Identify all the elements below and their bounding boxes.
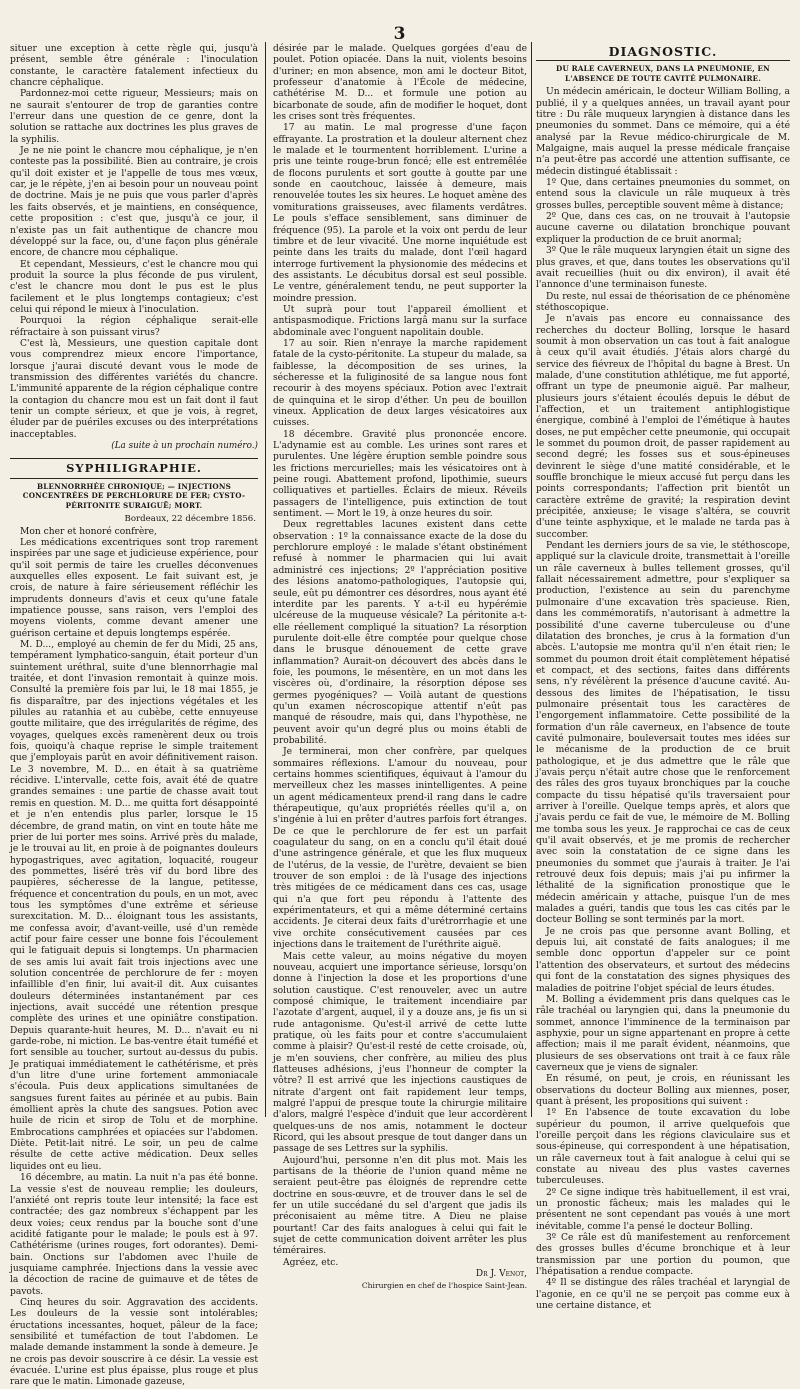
paragraph: 18 décembre. Gravité plus prononcée encore. L'adynamie est au comble. Les urines sont rares et purulentes. Une légère éruption semble poindre sous les frictions mercurielles; mais les vésicatoires ont à peine rougi. Abattement profond, lipothimie, sueurs colliquatives et partielles. Éclairs de mieux. Réveils passagers de l'intelligence, puis extinction de tout sentiment. — Mort le 19, à onze heures du soir. (273, 429, 527, 520)
author-title: Chirurgien en chef de l'hospice Saint-Jean. (361, 1281, 527, 1291)
paragraph: Pourquoi la région céphalique serait-elle réfractaire à son puissant virus? (10, 316, 258, 338)
paragraph: Je terminerai, mon cher confrère, par quelques sommaires réflexions. L'amour du nouveau, pour certains hommes scientifiques, équivaut à l'amour du merveilleux chez les masses inintelligentes. A peine un agent médicamenteux prend-il rang dans le cadre thérapeutique, qu'aux propriétés réelles qu'il a, on s'ingénie à lui en prêter d'autres parfois fort étranges. De ce que le perchlorure de fer est un parfait coagulateur du sang, on en a conclu qu'il était doué d'une astringence générale, et que les flux muqueux de l'utérus, de la vessie, de l'urètre, devaient se bien trouver de son emploi : de là l'usage des injections très mitigées de ce médicament dans ces cas, usage qui n'a que fort peu répondu à l'attente des expérimentateurs, et qui a même déterminé certains accidents. Je citerai deux faits d'urétrorrhagie et une vive orchite consécutivement causées par ces injections dans le traitement de l'uréthrite aiguë. (273, 747, 527, 951)
column-1 (10, 44, 258, 1388)
paragraph: Les médications excentriques sont trop rarement inspirées par une sage et judicieuse expérience, pour qu'il soit permis de taire les cruelles déconvenues auxquelles elles exposent. Le fait suivant est, je crois, de nature à faire sérieusement réfléchir les imprudents donneurs d'avis et ceux qu'une fatale impatience pousse, sans raison, vers l'emploi des moyens violents, comme devant amener une guérison certaine et depuis longtemps espérée. (10, 537, 258, 639)
paragraph: désirée par le malade. Quelques gorgées d'eau de poulet. Potion opiacée. Dans la nuit, violents besoins d'uriner; en mon absence, mon ami le docteur Bitot, professeur d'anatomie à l'École de médecine, cathétérise M. D... et formule une potion au bicarbonate de soude, afin de modifier le hoquet, dont les crises sont très fréquentes. (273, 44, 527, 123)
paragraph: 2º Ce signe indique très habituellement, il est vrai, un pronostic fâcheux; mais les malades qui le présentent ne sont cependant pas voués à une mort inévitable, comme l'a pensé le docteur Bolling. (536, 1187, 790, 1232)
paragraph: Cinq heures du soir. Aggravation des accidents. Les douleurs de la vessie sont intolérables; éructations incessantes, hoquet, pâleur de la face; sensibilité et tuméfaction de tout l'abdomen. Le malade demande instamment la sonde à demeure. Je ne crois pas devoir souscrire à ce désir. La vessie est évacuée. L'urine est plus épaisse, plus rouge et plus rare que le matin. Limonade gazeuse, (10, 1297, 258, 1388)
paragraph: 1º En l'absence de toute excavation du lobe supérieur du poumon, il arrive quelquefois que l'oreille perçoit dans les régions claviculaire sus et sous-épineuse, qui correspondent à une hépatisation, un râle caverneux tout à fait analogue à celui qui se constate au niveau des plus vastes cavernes tuberculeuses. (536, 1108, 790, 1187)
section-divider (536, 60, 790, 61)
paragraph: Du reste, nul essai de théorisation de ce phénomène stéthoscopique. (536, 291, 790, 313)
section-divider (10, 478, 258, 479)
paragraph: Mais cette valeur, au moins négative du moyen nouveau, acquiert une importance sérieuse, lorsqu'on donne à l'injection la dose et les proportions d'une solution caustique. C'est renouveler, avec un autre composé chimique, le traitement incendiaire par l'azotate d'argent, auquel, il y a douze ans, je fis un si rude antagonisme. Qu'est-il arrivé de cette lutte pratique, où les faits pour et contre s'accumulaient comme à plaisir? Qu'est-il resté de cette croisade, où, je m'en souviens, cher confrère, au milieu des plus flatteuses adhésions, j'eus l'honneur de compter la vôtre? Il est arrivé que les injections caustiques de nitrate d'argent ont fait rapidement leur temps, malgré l'appui de presque toute la chirurgie militaire d'alors, malgré l'espèce d'induit que leur accordèrent quelques-uns de nos amis, notamment le docteur Ricord, qui les absout presque de tout danger dans un passage de ses Lettres sur la syphilis. (273, 951, 527, 1155)
paragraph: Aujourd'hui, personne n'en dit plus mot. Mais les partisans de la théorie de l'union quand même ne seraient peut-être pas éloignés de reprendre cette doctrine en sous-œuvre, et de trouver dans le sel de fer un utile succédané du sel d'argent que jadis ils préconisaient au même titre. A Dieu ne plaise pourtant! Car des faits analogues à celui qui fait le sujet de cette communication doivent arrêter les plus téméraires. (273, 1155, 527, 1257)
paragraph: 1º Que, dans certaines pneumonies du sommet, on entend sous la clavicule un râle muqueux à très grosses bulles, perceptible souvent même à distance; (536, 178, 790, 211)
paragraph: M. Bolling a évidemment pris dans quelques cas le râle trachéal ou laryngien qui, dans la pneumonie du sommet, annonce l'imminence de la terminaison par asphyxie, pour un signe appartenant en propre à cette affection; mais il me paraît évident, néanmoins, que plusieurs de ses observations ont trait à ce faux râle caverneux que je viens de signaler. (536, 994, 790, 1073)
column-3 (536, 44, 790, 1312)
article-subhead: BLENNORRHÉE CHRONIQUE; — INJECTIONS CONCENTRÉES DE PERCHLORURE DE FER; CYSTO-PÉRITONITE SURAIGUË; MORT. (22, 481, 246, 510)
column-rule (531, 42, 532, 1117)
paragraph: Je ne crois pas que personne avant Bolling, et depuis lui, ait constaté de faits analogues; il me semble donc opportun d'appeler sur ce point l'attention des observateurs, et surtout des médecins qui font de la constatation des signes physiques des maladies de poitrine l'objet spécial de leurs études. (536, 926, 790, 994)
paragraph: Pardonnez-moi cette rigueur, Messieurs; mais on ne saurait s'entourer de trop de garanties contre l'erreur dans une question de ce genre, dont la solution se rattache aux doctrines les plus graves de la syphilis. (10, 89, 258, 145)
paragraph: 2º Que, dans ces cas, on ne trouvait à l'autopsie aucune caverne ou dilatation bronchique pouvant expliquer la production de ce bruit anormal; (536, 212, 790, 245)
paragraph: situer une exception à cette règle qui, jusqu'à présent, semble être générale : l'inoculation constante, le caractère fatalement infectieux du chancre céphalique. (10, 44, 258, 89)
column-2 (273, 44, 527, 1291)
closing: Agréez, etc. (283, 1257, 339, 1268)
continuation-note: (La suite à un prochain numéro.) (111, 441, 258, 452)
paragraph: 4º Il se distingue des râles trachéal et laryngial de l'agonie, en ce qu'il ne se perçoit pas comme eux à une certaine distance, et (536, 1278, 790, 1312)
paragraph: Je ne nie point le chancre mou céphalique, je n'en conteste pas la possibilité. Bien au contraire, je crois qu'il doit exister et je l'appelle de tous mes vœux, car, je le répète, j'en ai besoin pour un nouveau point de doctrine. Mais je ne puis que vous parler d'après les faits observés, et je maintiens, en conséquence, cette proposition : c'est que, jusqu'à ce jour, il n'existe pas un fait authentique de chancre mou développé sur la face, ou, d'une façon plus générale encore, de chancre mou céphalique. (10, 146, 258, 259)
paragraph: 17 au matin. Le mal progresse d'une façon effrayante. La prostration et la douleur alternent chez le malade et le tourmentent horriblement. L'urine a pris une teinte rouge-brun foncé; elle est entremêlée de flocons purulents et sort goutte à goutte par une sonde en caoutchouc, laissée à demeure, mais renouvelée toutes les six heures. Le hoquet amène des vomiturations graisseuses, avec filaments verdâtres. Le pouls s'efface sensiblement, sans diminuer de fréquence (95). La parole et la voix ont perdu de leur timbre et de leur vivacité. Une morne inquiétude est peinte dans les traits du malade, dont l'œil hagard interroge furtivement la physionomie des médecins et des assistants. Le décubitus dorsal est seul possible. Le ventre, généralement tendu, ne peut supporter la moindre pression. (273, 123, 527, 304)
paragraph: 3º Ce râle est dû manifestement au renforcement des grosses bulles d'écume bronchique et à leur transmission par une portion du poumon, que l'hépatisation a rendue compacte. (536, 1233, 790, 1278)
column-rule (265, 42, 266, 1117)
paragraph: 17 au soir. Rien n'enraye la marche rapidement fatale de la cysto-péritonite. La stupeur du malade, sa faiblesse, la décomposition de ses urines, la sécheresse et la fuliginosité de sa langue nous font recourir à des moyens spéciaux. Potion avec l'extrait de quinquina et le sirop d'éther. Un peu de bouillon vineux. Application de deux larges vésicatoires aux cuisses. (273, 338, 527, 429)
section-title-syphiligraphie: SYPHILIGRAPHIE. (66, 461, 202, 476)
paragraph: Et cependant, Messieurs, c'est le chancre mou qui produit la source la plus féconde de pus virulent, c'est le chancre mou dont le pus est le plus facilement et le plus longtemps contagieux; c'est celui qui répond le mieux à l'inoculation. (10, 259, 258, 315)
section-title-diagnostic: DIAGNOSTIC. (608, 44, 718, 59)
paragraph: Deux regrettables lacunes existent dans cette observation : 1º la connaissance exacte de la dose du perchlorure employé : le malade s'étant obstinément refusé à nommer le pharmacien qui lui avait administré ces injections; 2º l'appréciation positive des lésions anatomo-pathologiques, l'autopsie qui, seule, eût pu démontrer ces désordres, nous ayant été interdite par les parents. Y a-t-il eu hypérémie ulcéreuse de la muqueuse vésicale? La péritonite a-t-elle réellement compliqué la situation? La résorption purulente doit-elle être comptée pour quelque chose dans le brusque dénouement de cette grave inflammation? Aurait-on découvert des abcès dans le foie, les poumons, le mésentère, en un mot dans les viscères où, d'ordinaire, la résorption dépose ses germes pyogéniques? — Voilà autant de questions qu'un examen nécroscopique attentif n'eût pas manqué de résoudre, mais qui, dans l'hypothèse, ne peuvent avoir qu'un degré plus ou moins établi de probabilité. (273, 520, 527, 746)
paragraph: 16 décembre, au matin. La nuit n'a pas été bonne. La vessie s'est de nouveau remplie; les douleurs, l'anxiété ont repris toute leur intensité; la face est contractée; des gaz nombreux s'échappent par les deux voies; ceux rendus par la bouche sont d'une acidité fatigante pour le malade; le pouls est à 97. Cathétérisme (urines rouges, fort odorantes). Demi-bain. Onctions sur l'abdomen avec l'huile de jusquiame camphrée. Injections dans la vessie avec la décoction de racine de guimauve et de têtes de pavots. (10, 1173, 258, 1297)
author-signature: Dr J. Venot, (475, 1269, 527, 1280)
paragraph: Pendant les derniers jours de sa vie, le stéthoscope, appliqué sur la clavicule droite, transmettait à l'oreille un râle caverneux à bulles tellement grosses, qu'il fallait nécessairement admettre, pour s'expliquer sa production, l'existence au sein du parenchyme pulmonaire d'une excavation très spacieuse. Rien, dans les commémoratifs, n'autorisant à admettre la possibilité d'une caverne tuberculeuse ou d'une dilatation des bronches, je crus à la formation d'un abcès. L'autopsie me montra qu'il n'en était rien; le sommet du poumon droit était complètement hépatisé et compact, et des sections, faites dans différents sens, n'y révélèrent la présence d'aucune cavité. Au-dessous des limites de l'hépatisation, le tissu pulmonaire présentait tous les caractères de l'engorgement inflammatoire. Cette possibilité de la formation d'un râle caverneux, en l'absence de toute cavité pulmonaire, bouleversait toutes mes idées sur le mécanisme de la production de ce bruit pathologique, et je dus admettre que le râle que j'avais perçu n'était autre chose que le renforcement des râles des gros tuyaux bronchiques par la couche compacte du tissu hépatisé qu'ils traversaient pour arriver à l'oreille. Quelque temps après, et alors que j'avais perdu ce fait de vue, le mémoire de M. Bolling me tomba sous les yeux. Je rapprochai ce cas de ceux qu'il avait observés, et je me promis de rechercher avec soin la constatation de ce signe dans les pneumonies du sommet que j'aurais à traiter. Je l'ai retrouvé deux fois depuis; mais j'ai pu infirmer la léthalité de la signification pronostique que le médecin américain y attache, puisque l'un de mes malades a guéri, tandis que tous les cas cités par le docteur Bolling se sont terminés par la mort. (536, 541, 790, 926)
article-subhead: DU RALE CAVERNEUX, DANS LA PNEUMONIE, EN L'ABSENCE DE TOUTE CAVITÉ PULMONAIRE. (556, 64, 770, 83)
page-number: 3 (393, 24, 407, 44)
paragraph: Ut suprà pour tout l'appareil émollient et antispasmodique. Frictions largâ manu sur la surface abdominale avec l'onguent napolitain double. (273, 304, 527, 338)
section-divider (10, 458, 258, 459)
paragraph: En résumé, on peut, je crois, en réunissant les observations du docteur Bolling aux miennes, poser, quant à présent, les propositions qui suivent : (536, 1074, 790, 1107)
salutation: Mon cher et honoré confrère, (20, 526, 157, 537)
paragraph: Je n'avais pas encore eu connaissance des recherches du docteur Bolling, lorsque le hasard soumit à mon observation un cas tout à fait analogue à ceux qu'il avait étudiés. J'étais alors chargé du service des fiévreux de l'hôpital du bagne à Brest. Un malade, d'une constitution athlétique, me fut apporté, offrant un type de pneumonie aiguë. Par malheur, plusieurs jours s'étaient écoulés depuis le début de l'affection, et un traitement antiphlogistique énergique, combiné à l'emploi de l'émétique à hautes doses, ne put empêcher cette pneumonie, qui occupait le sommet du poumon droit, de passer rapidement au second degré; les fosses sus et sous-épineuses devinrent le siège d'une matité considérable, et le souffle bronchique le mieux accusé fut perçu dans les points correspondants; l'affection prit bientôt un caractère extrême de gravité; la respiration devint précipitée, anxieuse; le visage s'altéra, se couvrit d'une teinte asphyxique, et le malade ne tarda pas à succomber. (536, 314, 790, 540)
paragraph: Un médecin américain, le docteur William Bolling, a publié, il y a quelques années, un travail ayant pour titre : Du râle muqueux laryngien à distance dans les pneumonies du sommet. Dans ce mémoire, qui a été analysé par la Revue médico-chirurgicale de M. Malgaigne, mais auquel la presse médicale française n'a peut-être pas accordé une attention suffisante, ce médecin distingué établissait : (536, 87, 790, 177)
paragraph: 3º Que le râle muqueux laryngien était un signe des plus graves, et que, dans toutes les observations qu'il avait recueillies (huit ou dix environ), il avait été l'annonce d'une terminaison funeste. (536, 246, 790, 291)
paragraph: C'est là, Messieurs, une question capitale dont vous comprendrez mieux encore l'importance, lorsque j'aurai discuté devant vous le mode de transmission des différentes variétés du chancre. L'immunité apparente de la région céphalique contre la contagion du chancre mou est un fait dont il faut tenir un compte sérieux, et que je vois, à regret, éluder par de puériles excuses ou des interprétations inacceptables. (10, 338, 258, 440)
dateline: Bordeaux, 22 décembre 1856. (124, 514, 256, 525)
paragraph: M. D..., employé au chemin de fer du Midi, 25 ans, tempérament lymphatico-sanguin, était porteur d'un suintement uréthral, suite d'une blennorrhagie mal traitée, et dont l'invasion remontait à quinze mois. Consulté la première fois par lui, le 18 mai 1855, je fis disparaître, par des injections végétales et les pilules au ratanhia et au cubèbe, cette ennuyeuse goutte militaire, que des irrégularités de régime, des voyages, quelques excès ramenèrent deux ou trois fois, quoiqu'à chaque reprise le simple traitement que j'employais parût en avoir définitivement raison. Le 3 novembre, M. D... en était à sa quatrième récidive. L'intervalle, cette fois, avait été de quatre grandes semaines : une partie de chasse avait tout remis en question. M. D... me quitta fort désappointé et je n'en entendis plus parler, lorsque le 15 décembre, de grand matin, on vint en toute hâte me prier de lui porter mes soins. Arrivé près du malade, je le trouvai au lit, en proie à de poignantes douleurs hypogastriques, avec agitation, loquacité, rougeur des pommettes, liséré très vif du bord libre des paupières, sécheresse de la langue, petitesse, fréquence et concentration du pouls, en un mot, avec tous les symptômes d'une extrême et sérieuse surexcitation. M. D... éloignant tous les assistants, me confessa avoir, d'avant-veille, usé d'un remède actif pour faire cesser une bonne fois l'écoulement qui le fatiguait depuis si longtemps. Un pharmacien de ses amis lui avait fait trois injections avec une solution concentrée de perchlorure de fer : moyen infaillible d'en finir, lui avait-il dit. Aux cuisantes douleurs déterminées instantanément par ces injections, avait succédé une rétention presque complète des urines et une opiniâtre constipation. Depuis quarante-huit heures, M. D... n'avait eu ni garde-robe, ni miction. Le bas-ventre était tuméfié et fort sensible au toucher, surtout au-dessus du pubis. Je pratiquai immédiatement le cathétérisme, et près d'un litre d'une urine fortement ammoniacale s'écoula. Puis deux applications simultanées de sangsues furent faites au périnée et au pubis. Bain émollient après la chute des sangsues. Potion avec huile de ricin et sirop de Tolu et de morphine. Embrocations camphrées et opiacées sur l'abdomen. Diète. Petit-lait nitré. Le soir, un peu de calme résulte de cette active médication. Deux selles liquides ont eu lieu. (10, 640, 258, 1172)
